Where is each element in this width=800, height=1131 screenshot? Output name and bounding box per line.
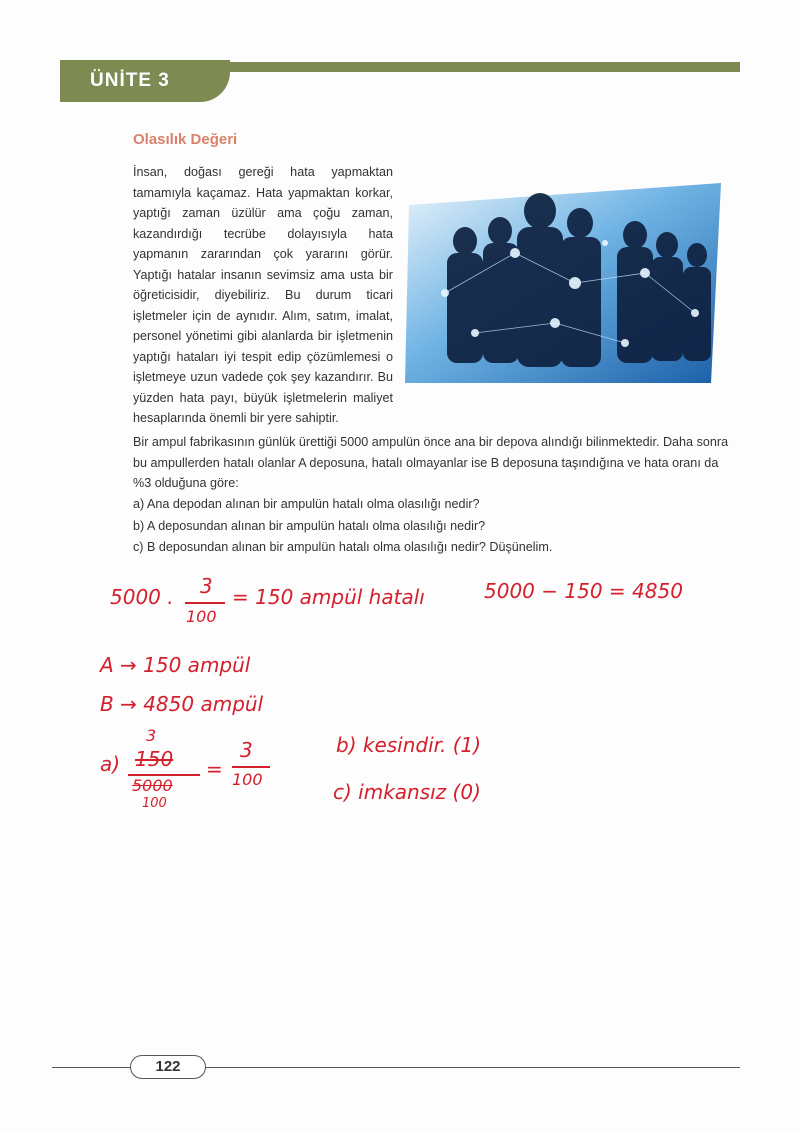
question-list [133, 494, 733, 559]
hw-answer-b: b) kesindir. (1) [336, 733, 482, 757]
hw-answer-a-result-den: 100 [232, 770, 263, 789]
hw-answer-a-label: a) [100, 752, 121, 776]
problem-statement: Bir ampul fabrikasının günlük ürettiği 5000 ampulün önce ana bir depova alındığı bilinmektedir. Daha sonra bu ampullerden hatalı olanlar A deposuna, hatalı olmayanlar ise B deposuna taşındığına ve hata oranı da %3 olduğuna göre: [133, 435, 729, 490]
hw-fraction-den: 100 [186, 607, 217, 626]
page-number: 122 [155, 1058, 181, 1075]
hw-fraction-bar [185, 602, 225, 604]
hw-answer-a-simplified-num: 3 [146, 726, 157, 745]
business-people-photo [405, 183, 723, 383]
hw-fraction-num: 3 [200, 574, 213, 598]
question-a: a) Ana depodan alınan bir ampulün hatalı olma olasılığı nedir? [133, 497, 480, 511]
footer-rule-left [52, 1067, 132, 1068]
hw-answer-a-num: 150 [135, 747, 174, 771]
unit-header-tab [60, 60, 230, 102]
question-c: c) B deposundan alınan bir ampulün hatalı olma olasılığı nedir? Düşünelim. [133, 540, 553, 554]
section-title: Olasılık Değeri [133, 131, 238, 148]
hw-depot-b: B → 4850 ampül [100, 692, 264, 716]
header-rule [200, 62, 740, 72]
hw-non-defective-calc: 5000 − 150 = 4850 [484, 579, 683, 603]
hw-defective-count: = 150 ampül hatalı [232, 585, 425, 609]
hw-answer-a-den: 5000 [132, 776, 173, 795]
intro-paragraph: İnsan, doğası gereği hata yapmaktan tamamıyla kaçamaz. Hata yapmaktan korkar, yaptığı zaman üzülür ama çoğu zaman, kazandırdığı tecrübe dolayısıyla hata yapmanın zararından çok yararını görür. Yaptığı hatalar insanın sevimsiz ama usta bir öğreticisidir, diyebiliriz. Bu durum ticari işletmeler için de aynıdır. Alım, satım, imalat, personel yönetimi gibi alanlarda bir işletmenin yaptığı hataları iyi tespit edip çözümlemesi o işletmeye uzun vadede çok şey kazandırır. Bu yüzden hata payı, büyük işletmelerin maliyet hesaplarında önemli bir yere sahiptir. [133, 165, 393, 425]
hw-5000-times: 5000 . [110, 585, 174, 609]
question-b: b) A deposundan alınan bir ampulün hatalı olma olasılığı nedir? [133, 518, 486, 533]
hw-depot-a: A → 150 ampül [100, 653, 251, 677]
hw-answer-a-equals: = [206, 757, 223, 781]
hw-answer-c: c) imkansız (0) [333, 780, 481, 804]
hw-answer-a-simplified-den: 100 [142, 796, 167, 811]
hw-answer-a-result-bar [232, 766, 270, 768]
hw-answer-a-result-num: 3 [240, 738, 253, 762]
footer-rule-right [205, 1067, 740, 1068]
page-number-badge [130, 1055, 206, 1079]
unit-label: ÜNİTE 3 [90, 70, 170, 91]
